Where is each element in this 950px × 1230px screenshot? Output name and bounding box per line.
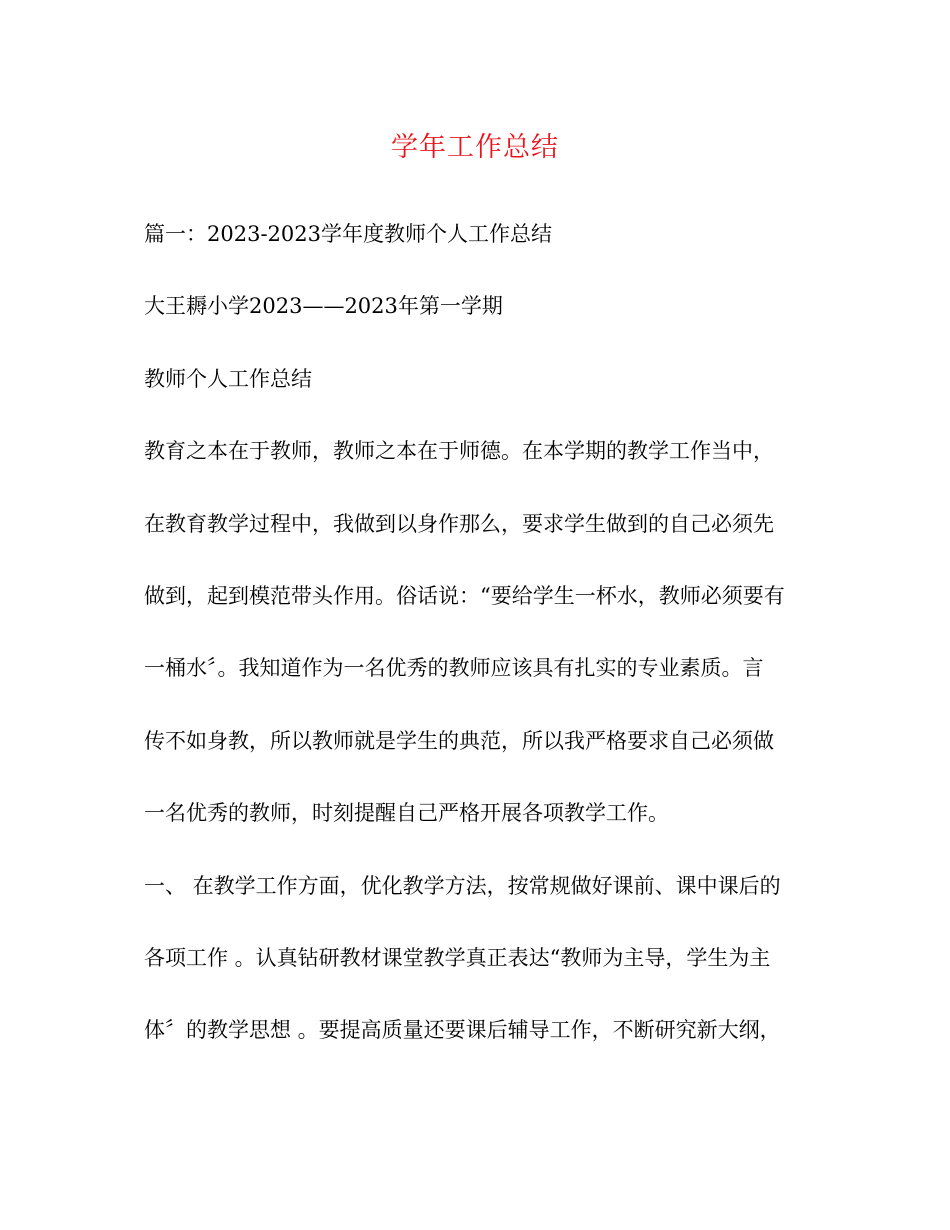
school-term-line: 大王耨小学2023——2023年第一学期	[144, 294, 503, 318]
body-line: 一名优秀的教师，时刻提醒自己严格开展各项教学工作。	[144, 801, 669, 825]
body-line: 传不如身教，所以教师就是学生的典范，所以我严格要求自己必须做	[144, 729, 774, 753]
body-line: 一、 在教学工作方面，优化教学方法，按常规做好课前、课中课后的	[144, 874, 781, 898]
body-line: 做到，起到模范带头作用。俗话说：“要给学生一杯水，教师必须要有	[144, 584, 785, 608]
body-line: 体〞的教学思想 。要提高质量还要课后辅导工作，不断研究新大纲，	[144, 1018, 781, 1042]
body-line: 在教育教学过程中，我做到以身作那么，要求学生做到的自己必须先	[144, 512, 774, 536]
section-heading: 篇一：2023-2023学年度教师个人工作总结	[144, 222, 552, 246]
body-line: 一桶水〞。我知道作为一名优秀的教师应该具有扎实的专业素质。言	[144, 656, 764, 680]
subtitle-line: 教师个人工作总结	[144, 367, 312, 391]
body-line: 各项工作 。认真钻研教材课堂教学真正表达“教师为主导，学生为主	[144, 946, 771, 970]
document-title: 学年工作总结	[391, 132, 559, 163]
body-line: 教育之本在于教师，教师之本在于师德。在本学期的教学工作当中，	[144, 439, 774, 463]
